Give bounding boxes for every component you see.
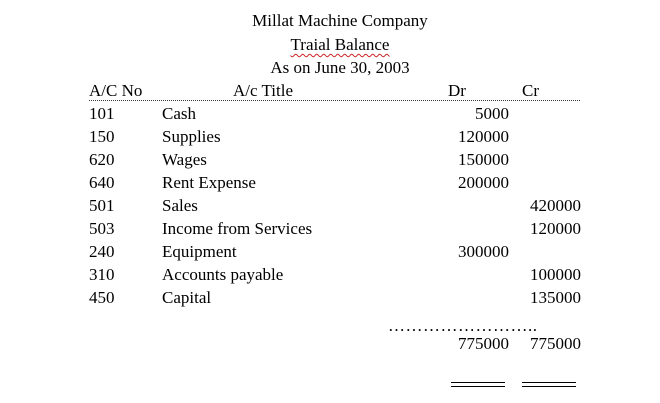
row-title: Supplies <box>162 127 221 146</box>
row-title: Equipment <box>162 242 237 261</box>
column-header-acno: A/C No <box>89 81 143 100</box>
total-cr: 775000 <box>530 334 581 353</box>
row-title: Rent Expense <box>162 173 256 192</box>
double-underline-dr <box>451 382 505 387</box>
double-underline-cr <box>522 382 576 387</box>
row-dr: 150000 <box>458 150 509 169</box>
company-name: Millat Machine Company <box>252 11 428 30</box>
row-dr: 200000 <box>458 173 509 192</box>
column-header-title: A/c Title <box>233 81 293 100</box>
row-cr: 120000 <box>530 219 581 238</box>
header-rule <box>89 100 580 101</box>
row-acno: 240 <box>89 242 115 261</box>
row-acno: 501 <box>89 196 115 215</box>
column-header-cr: Cr <box>522 81 539 100</box>
row-cr: 420000 <box>530 196 581 215</box>
totals-separator: …………………….. <box>388 316 538 335</box>
row-acno: 450 <box>89 288 115 307</box>
report-date: As on June 30, 2003 <box>270 58 410 77</box>
row-title: Capital <box>162 288 212 307</box>
row-cr: 135000 <box>530 288 581 307</box>
row-title: Wages <box>162 150 207 169</box>
row-cr: 100000 <box>530 265 581 284</box>
row-acno: 503 <box>89 219 115 238</box>
row-acno: 620 <box>89 150 115 169</box>
row-dr: 300000 <box>458 242 509 261</box>
column-header-dr: Dr <box>448 81 466 100</box>
row-title: Cash <box>162 104 196 123</box>
total-dr: 775000 <box>458 334 509 353</box>
row-acno: 310 <box>89 265 115 284</box>
row-dr: 5000 <box>475 104 509 123</box>
row-acno: 150 <box>89 127 115 146</box>
report-title-text: Traial Balance <box>290 35 390 54</box>
report-title <box>0 35 660 55</box>
row-acno: 640 <box>89 173 115 192</box>
row-title: Income from Services <box>162 219 313 238</box>
row-title: Accounts payable <box>162 265 284 284</box>
row-dr: 120000 <box>458 127 509 146</box>
row-title: Sales <box>162 196 198 215</box>
row-acno: 101 <box>89 104 115 123</box>
